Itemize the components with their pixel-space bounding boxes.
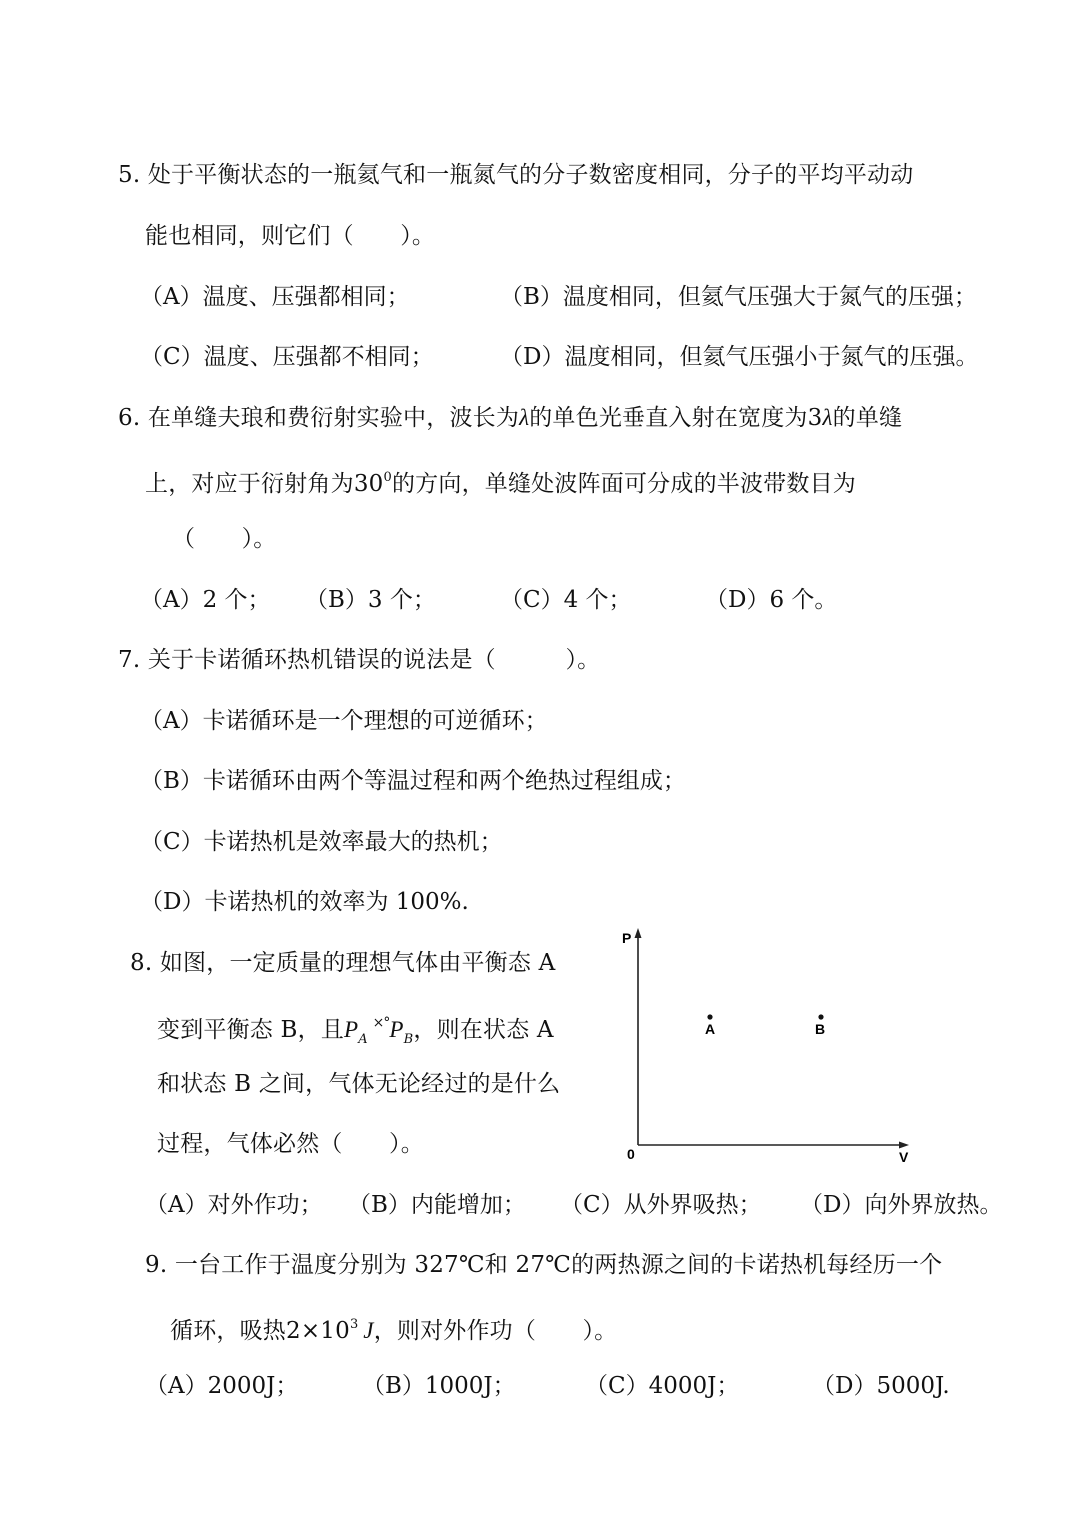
q8-stem-text-a: 变到平衡态 B，且 <box>157 1017 345 1043</box>
q8-option-a: （A）对外作功； <box>145 1192 323 1218</box>
q6-option-c: （C）4 个； <box>500 587 632 613</box>
degree-superscript: 0 <box>383 470 392 485</box>
relation-symbol: ×° <box>372 1015 390 1031</box>
q5-option-b: （B）温度相同，但氦气压强大于氮气的压强； <box>500 284 977 310</box>
heat-exponent: 3 <box>349 1317 359 1332</box>
q7-stem: 7. 关于卡诺循环热机错误的说法是（ ）。 <box>118 647 601 673</box>
q8-stem-text-b: ，则在状态 A <box>413 1017 554 1043</box>
q8-stem-line2 <box>157 1008 554 1055</box>
state-a-point <box>707 1014 712 1019</box>
diffraction-angle: 30 <box>353 471 384 497</box>
q6-stem-text-e: 的方向，单缝处波阵面可分成的半波带数目为 <box>391 471 856 497</box>
x-axis-arrow-icon <box>899 1142 909 1149</box>
pressure-b-subscript: B <box>403 1032 414 1047</box>
q8-stem-line4: 过程，气体必然（ ）。 <box>157 1131 424 1157</box>
q6-option-d: （D）6 个。 <box>705 587 838 613</box>
pressure-a-subscript: A <box>358 1032 368 1047</box>
q5-option-d: （D）温度相同，但氦气压强小于氮气的压强。 <box>500 344 979 370</box>
q7-option-d: （D）卡诺热机的效率为 100%. <box>140 889 469 915</box>
q9-option-d: （D）5000J. <box>812 1373 950 1399</box>
state-a-label: A <box>705 1021 716 1037</box>
q5-stem-line1: 5. 处于平衡状态的一瓶氦气和一瓶氮气的分子数密度相同，分子的平均平动动 <box>118 162 914 188</box>
lambda-symbol: λ <box>519 405 530 430</box>
q9-option-a: （A）2000J； <box>145 1373 299 1399</box>
q9-stem-text-a: 循环，吸热 <box>170 1318 286 1344</box>
q7-option-b: （B）卡诺循环由两个等温过程和两个绝热过程组成； <box>140 768 686 794</box>
q6-option-a: （A）2 个； <box>140 587 271 613</box>
pressure-a-symbol: P <box>344 1017 359 1042</box>
q7-option-c: （C）卡诺热机是效率最大的热机； <box>140 829 503 855</box>
lambda-symbol-2: λ <box>822 405 833 430</box>
y-axis-arrow-icon <box>635 928 642 938</box>
heat-unit: J <box>363 1318 374 1343</box>
q9-option-b: （B）1000J； <box>362 1373 516 1399</box>
q8-option-d: （D）向外界放热。 <box>800 1192 1003 1218</box>
state-b-label: B <box>815 1021 826 1037</box>
q9-stem-line1: 9. 一台工作于温度分别为 327℃和 27℃的两热源之间的卡诺热机每经历一个 <box>145 1252 943 1278</box>
q9-option-c: （C）4000J； <box>585 1373 740 1399</box>
slit-width-coefficient: 3 <box>807 405 823 431</box>
q6-option-b: （B）3 个； <box>305 587 436 613</box>
q6-stem-text-a: 6. 在单缝夫琅和费衍射实验中，波长为 <box>118 405 520 431</box>
q5-option-a: （A）温度、压强都相同； <box>140 284 410 310</box>
x-axis-label: V <box>899 1149 909 1165</box>
q8-option-b: （B）内能增加； <box>348 1192 526 1218</box>
q6-stem-text-c: 的单缝 <box>832 405 903 431</box>
q9-stem-text-b: ，则对外作功（ ）。 <box>373 1318 618 1344</box>
q6-stem-line3: （ ）。 <box>172 526 277 552</box>
q6-stem-line2 <box>145 463 856 499</box>
q6-stem-text-b: 的单色光垂直入射在宽度为 <box>529 405 808 431</box>
y-axis-label: P <box>622 930 632 946</box>
pv-diagram <box>610 925 920 1170</box>
q6-stem-line1 <box>118 403 902 433</box>
q8-stem-line3: 和状态 B 之间，气体无论经过的是什么 <box>157 1071 561 1097</box>
q8-option-c: （C）从外界吸热； <box>560 1192 762 1218</box>
heat-coefficient: 2×10 <box>286 1318 350 1344</box>
q8-stem-line1: 8. 如图，一定质量的理想气体由平衡态 A <box>130 950 556 976</box>
state-b-point <box>818 1014 823 1019</box>
q9-stem-line2 <box>170 1310 617 1346</box>
pressure-b-symbol: P <box>389 1017 404 1042</box>
origin-label: 0 <box>627 1146 635 1162</box>
q5-stem-line2: 能也相同，则它们（ ）。 <box>145 223 436 249</box>
q6-stem-text-d: 上，对应于衍射角为 <box>145 471 354 497</box>
q5-option-c: （C）温度、压强都不相同； <box>140 344 434 370</box>
q7-option-a: （A）卡诺循环是一个理想的可逆循环； <box>140 708 548 734</box>
